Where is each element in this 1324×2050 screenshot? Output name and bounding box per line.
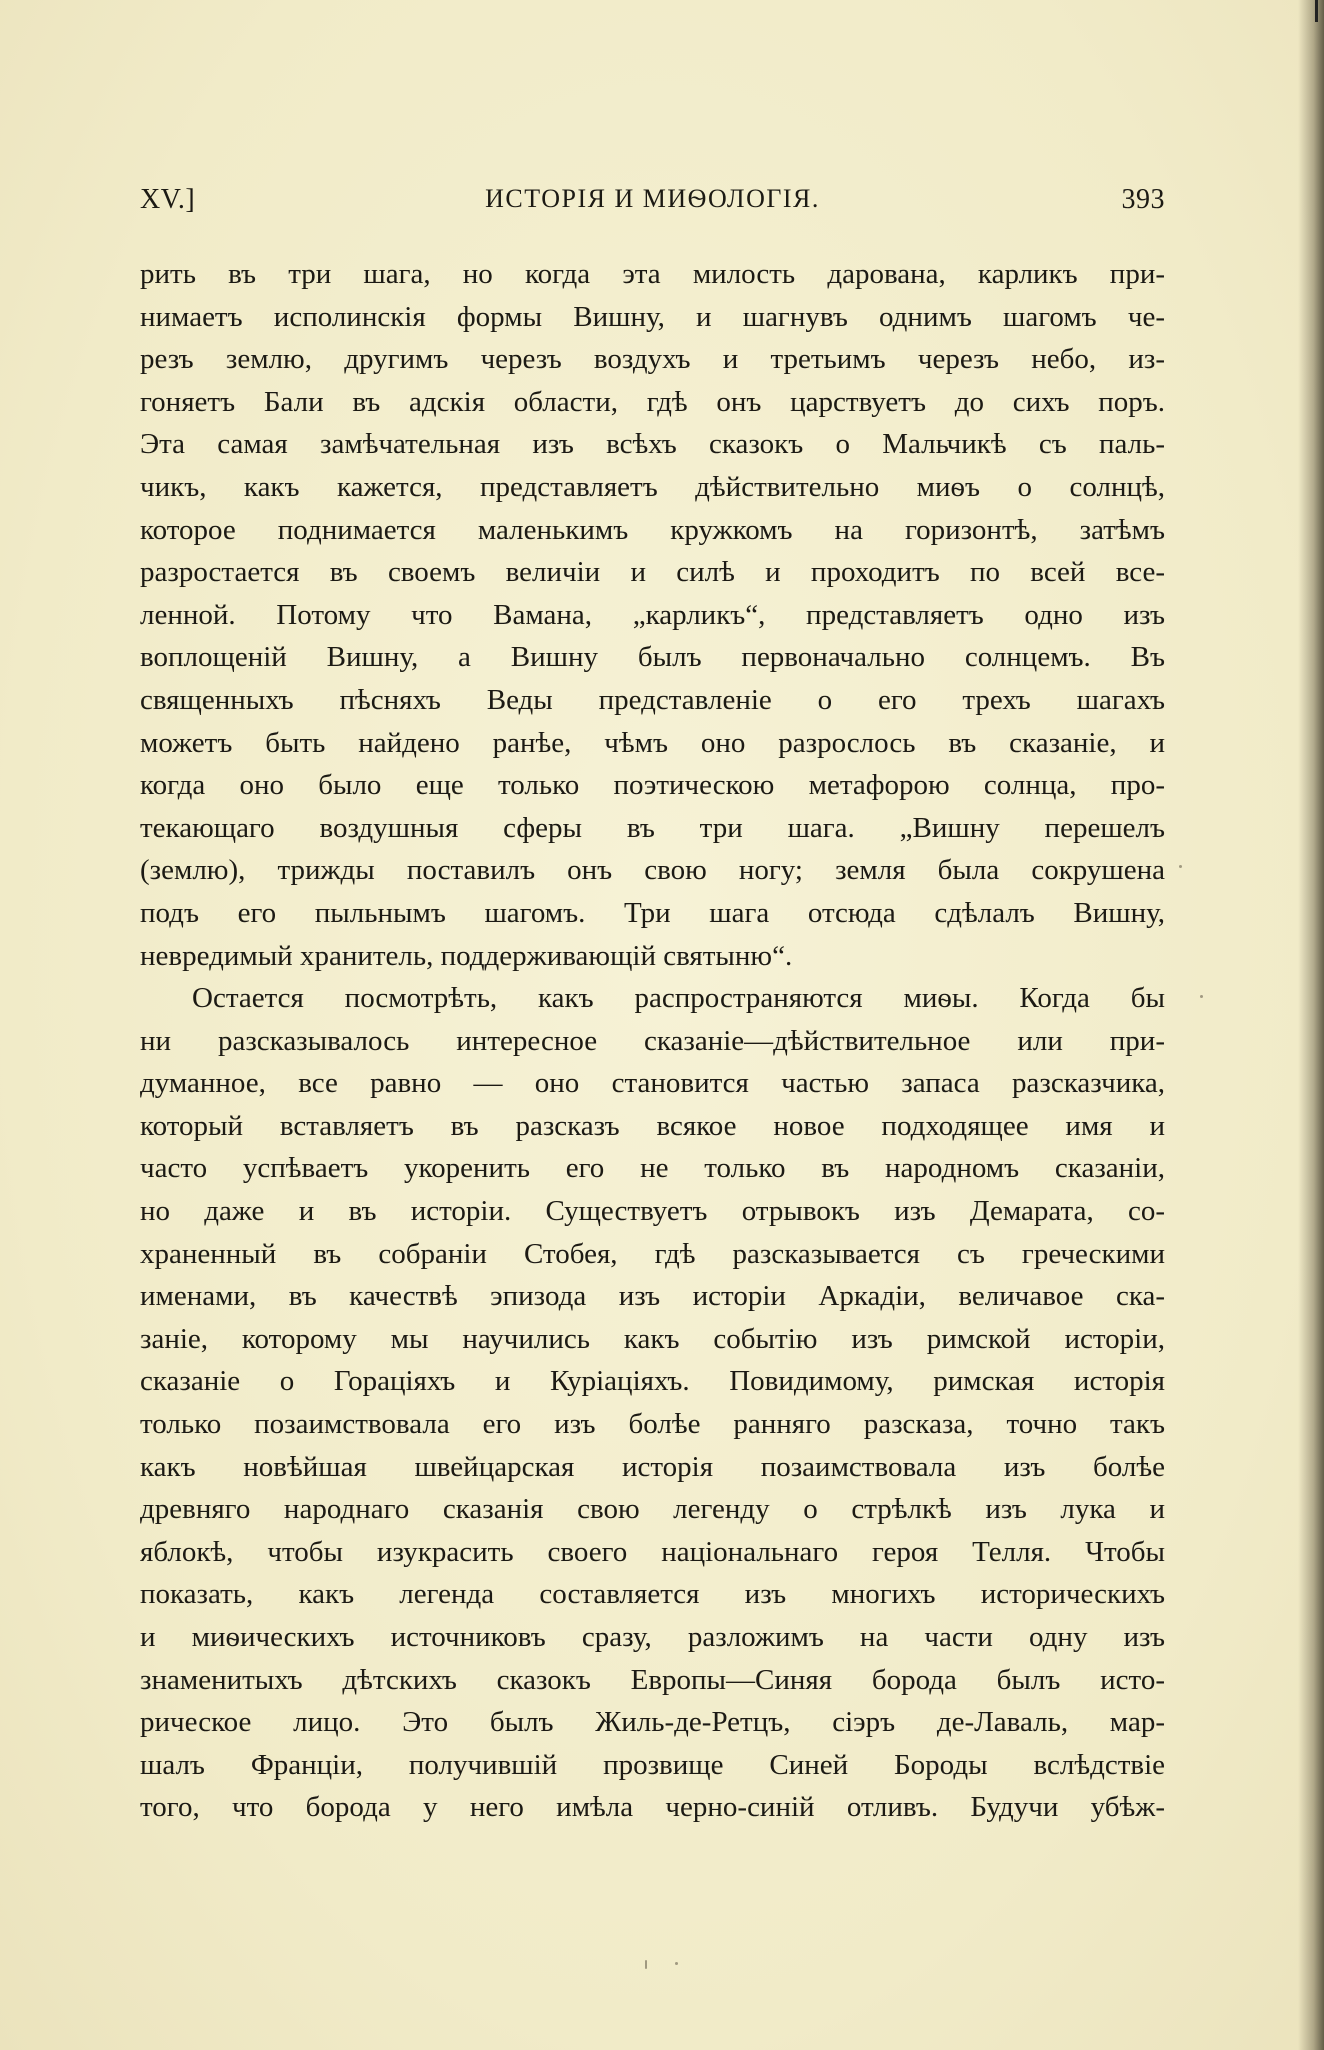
- page-edge-mark: [1315, 0, 1318, 22]
- text-line: (землю), трижды поставилъ онъ свою ногу; земля была сокрушена: [140, 854, 1165, 887]
- page-number: 393: [1121, 184, 1165, 215]
- text-line: которое поднимается маленькимъ кружкомъ на горизонтѣ, затѣмъ: [140, 513, 1165, 546]
- paper-speck: [1200, 995, 1203, 998]
- text-line: ленной. Потому что Вамана, „карликъ“, представляетъ одно изъ: [140, 598, 1165, 631]
- text-line: шалъ Франціи, получившій прозвище Синей Бороды вслѣдствіе: [140, 1748, 1165, 1781]
- page-edge-shadow: [1298, 0, 1324, 2050]
- text-line: того, что борода у него имѣла черно-синій отливъ. Будучи убѣж-: [140, 1791, 1165, 1824]
- text-line: сказаніе о Гораціяхъ и Куріаціяхъ. Повидимому, римская исторія: [140, 1365, 1165, 1398]
- text-line: воплощеній Вишну, а Вишну былъ первоначально солнцемъ. Въ: [140, 641, 1165, 674]
- paragraph-first-line: Остается посмотрѣть, какъ распространяются миѳы. Когда бы: [192, 982, 1165, 1015]
- text-line: Эта самая замѣчательная изъ всѣхъ сказокъ о Мальчикѣ съ паль-: [140, 428, 1165, 461]
- text-line: но даже и въ исторіи. Существуетъ отрывокъ изъ Демарата, со-: [140, 1195, 1165, 1228]
- running-head: [140, 184, 1165, 224]
- body-text: [140, 253, 1165, 1829]
- text-line: разростается въ своемъ величіи и силѣ и проходитъ по всей все-: [140, 556, 1165, 589]
- text-line: только позаимствовала его изъ болѣе ранняго разсказа, точно такъ: [140, 1408, 1165, 1441]
- text-line: и миѳическихъ источниковъ сразу, разложимъ на части одну изъ: [140, 1621, 1165, 1653]
- chapter-marker: XV.]: [140, 184, 196, 215]
- text-line: знаменитыхъ дѣтскихъ сказокъ Европы—Синяя борода былъ исто-: [140, 1663, 1165, 1696]
- paper-speck: [1179, 865, 1182, 868]
- text-line: резъ землю, другимъ черезъ воздухъ и третьимъ черезъ небо, из-: [140, 343, 1165, 376]
- text-line: рическое лицо. Это былъ Жиль-де-Ретцъ, сіэръ де-Лаваль, мар-: [140, 1706, 1165, 1739]
- text-line: показать, какъ легенда составляется изъ многихъ историческихъ: [140, 1578, 1165, 1611]
- text-line: когда оно было еще только поэтическою метафорою солнца, про-: [140, 769, 1165, 802]
- text-line: подъ его пыльнымъ шагомъ. Три шага отсюда сдѣлалъ Вишну,: [140, 896, 1165, 929]
- text-line: рить въ три шага, но когда эта милость дарована, карликъ при-: [140, 258, 1165, 290]
- text-line: гоняетъ Бали въ адскія области, гдѣ онъ царствуетъ до сихъ поръ.: [140, 385, 1165, 418]
- text-line: ни разсказывалось интересное сказаніе—дѣйствительное или при-: [140, 1024, 1165, 1057]
- text-line: священныхъ пѣсняхъ Веды представленіе о его трехъ шагахъ: [140, 683, 1165, 716]
- paragraph-end-line: невредимый хранитель, поддерживающій святыню“.: [140, 939, 793, 972]
- text-line: думанное, все равно — оно становится частью запаса разсказчика,: [140, 1067, 1165, 1100]
- text-line: текающаго воздушныя сферы въ три шага. „Вишну перешелъ: [140, 811, 1165, 844]
- text-line: храненный въ собраніи Стобея, гдѣ разсказывается съ греческими: [140, 1237, 1165, 1270]
- text-line: яблокѣ, чтобы изукрасить своего національнаго героя Телля. Чтобы: [140, 1535, 1165, 1568]
- text-line: какъ новѣйшая швейцарская исторія позаимствовала изъ болѣе: [140, 1450, 1165, 1483]
- text-line: который вставляетъ въ разсказъ всякое новое подходящее имя и: [140, 1109, 1165, 1142]
- running-title: ИСТОРІЯ И МИѲОЛОГІЯ.: [485, 184, 820, 213]
- text-line: именами, въ качествѣ эпизода изъ исторіи Аркадіи, величавое ска-: [140, 1280, 1165, 1313]
- text-line: нимаетъ исполинскія формы Вишну, и шагнувъ однимъ шагомъ че-: [140, 300, 1165, 333]
- text-line: можетъ быть найдено ранѣе, чѣмъ оно разрослось въ сказаніе, и: [140, 726, 1165, 759]
- text-line: часто успѣваетъ укоренить его не только въ народномъ сказаніи,: [140, 1152, 1165, 1185]
- text-line: заніе, которому мы научились какъ событію изъ римской исторіи,: [140, 1322, 1165, 1355]
- text-line: древняго народнаго сказанія свою легенду о стрѣлкѣ изъ лука и: [140, 1493, 1165, 1526]
- paper-speck: [645, 1960, 647, 1969]
- text-line: чикъ, какъ кажется, представляетъ дѣйствительно миѳъ о солнцѣ,: [140, 470, 1165, 503]
- paper-speck: [675, 1962, 678, 1965]
